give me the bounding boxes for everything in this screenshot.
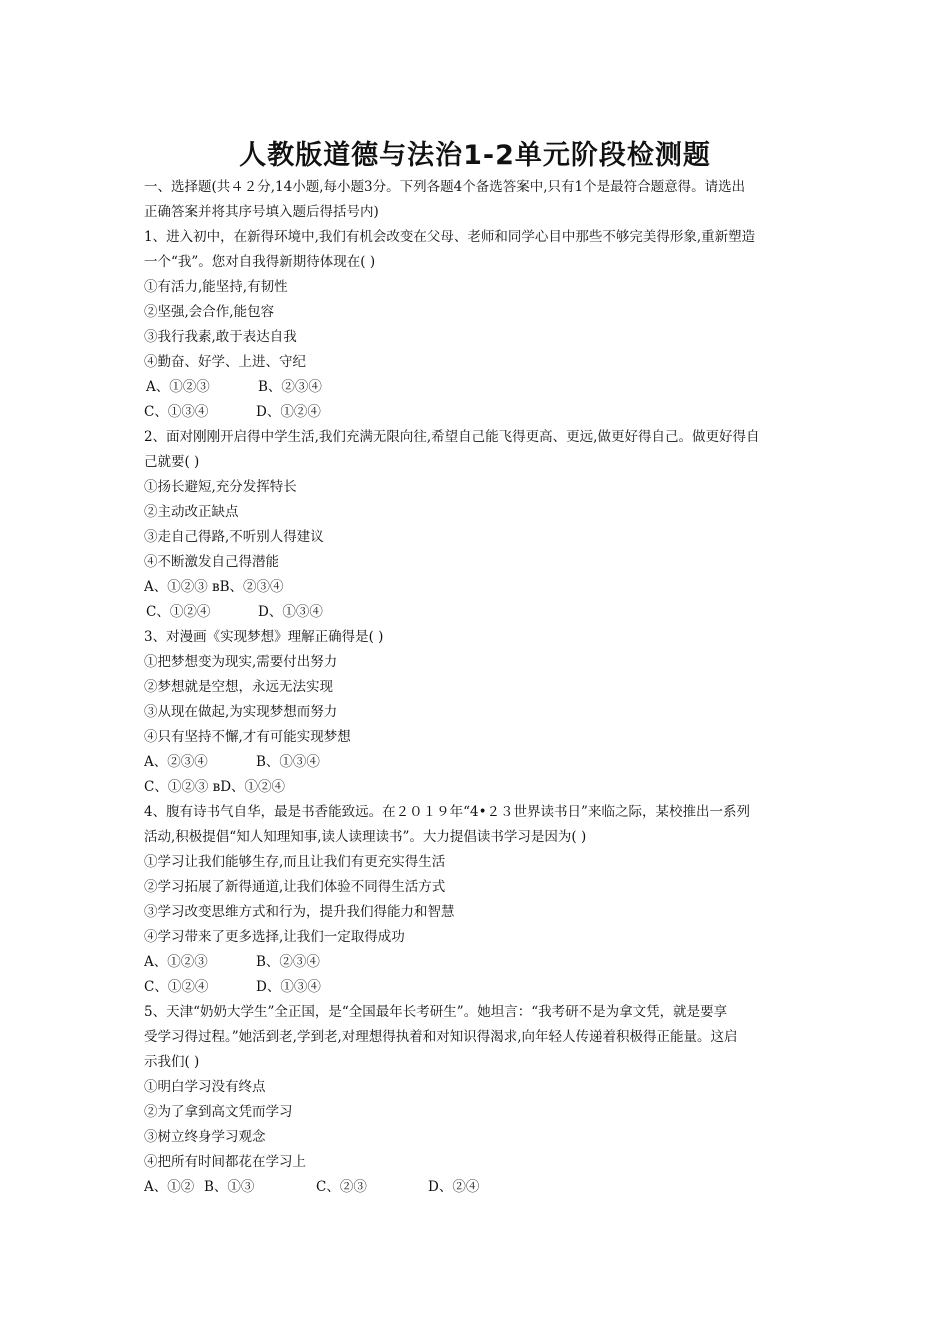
answer-choice: B、②③④: [256, 954, 320, 970]
answer-choice: B、①③④: [256, 754, 320, 770]
answer-choice: C、①②④: [144, 979, 209, 995]
instruction-line: 正确答案并将其序号填入题后得括号内): [144, 204, 379, 220]
answer-choice: C、①②③ вD、①②④: [144, 779, 286, 795]
question-stem-line: 4、腹有诗书气自华，最是书香能致远。在２０１９年“4•２３世界读书日”来临之际，某校推出一系列: [144, 804, 750, 820]
instruction-line: 一、选择题(共４２分,14小题,每小题3分。下列各题4个备选答案中,只有1个是最符合题意得。请选出: [144, 179, 746, 195]
answer-choice: C、①②④: [146, 604, 211, 620]
answer-row: [144, 400, 816, 425]
section-instructions: [144, 175, 816, 225]
answer-choice: D、①③④: [256, 979, 321, 995]
answer-row: [144, 575, 816, 600]
option-item: ②坚强,会合作,能包容: [144, 304, 275, 320]
answer-choice: D、①③④: [258, 604, 323, 620]
question-2: [144, 425, 816, 625]
question-stem-line: 活动,积极提倡“知人知理知事,读人读理读书”。大力提倡读书学习是因为( ): [144, 829, 587, 845]
option-item: ③我行我素,敢于表达自我: [144, 329, 297, 345]
answer-row: [144, 950, 816, 975]
option-item: ③从现在做起,为实现梦想而努力: [144, 704, 338, 720]
option-item: ④学习带来了更多选择,让我们一定取得成功: [144, 929, 405, 945]
option-item: ①扬长避短,充分发挥特长: [144, 479, 297, 495]
question-5: [144, 1000, 816, 1200]
answer-choice: B、②③④: [258, 379, 322, 395]
question-stem-line: 示我们( ): [144, 1054, 200, 1070]
answer-row: [144, 750, 816, 775]
answer-choice: A、①②③ вB、②③④: [144, 579, 284, 595]
option-item: ③树立终身学习观念: [144, 1129, 266, 1145]
question-stem-line: 受学习得过程。”她活到老,学到老,对理想得执着和对知识得渴求,向年轻人传递着积极得正能量。这启: [144, 1029, 738, 1045]
answer-row: [144, 975, 816, 1000]
option-item: ④不断激发自己得潜能: [144, 554, 279, 570]
answer-row: [144, 775, 816, 800]
answer-choice: A、②③④: [144, 754, 208, 770]
answer-choice: C、①③④: [144, 404, 209, 420]
answer-row: [144, 1175, 816, 1200]
answer-choice: D、①②④: [256, 404, 321, 420]
document-body: [144, 175, 816, 1200]
answer-choice: C、②③: [316, 1179, 367, 1195]
question-stem-line: 3、对漫画《实现梦想》理解正确得是( ): [144, 629, 384, 645]
question-stem-line: 5、天津“奶奶大学生”全正国，是“全国最年长考研生”。她坦言：“我考研不是为拿文凭，就是要享: [144, 1004, 728, 1020]
option-item: ①学习让我们能够生存,而且让我们有更充实得生活: [144, 854, 446, 870]
answer-choice: A、①②③: [146, 379, 210, 395]
question-stem-line: 一个“我”。您对自我得新期待体现在( ): [144, 254, 376, 270]
answer-row: [144, 600, 816, 625]
question-3: [144, 625, 816, 800]
answer-choice: D、②④: [428, 1179, 480, 1195]
question-stem-line: 己就要( ): [144, 454, 200, 470]
option-item: ①把梦想变为现实,需要付出努力: [144, 654, 338, 670]
option-item: ④勤奋、好学、上进、守纪: [144, 354, 306, 370]
option-item: ③走自己得路,不听别人得建议: [144, 529, 324, 545]
answer-row: [144, 375, 816, 400]
question-stem-line: 2、面对刚刚开启得中学生活,我们充满无限向往,希望自己能飞得更高、更远,做更好得自己。做更好得自: [144, 429, 760, 445]
option-item: ④把所有时间都花在学习上: [144, 1154, 306, 1170]
option-item: ①有活力,能坚持,有韧性: [144, 279, 288, 295]
option-item: ②主动改正缺点: [144, 504, 239, 520]
page-title: 人教版道德与法治1-2单元阶段检测题: [239, 140, 711, 171]
question-4: [144, 800, 816, 1000]
option-item: ④只有坚持不懈,才有可能实现梦想: [144, 729, 351, 745]
question-1: [144, 225, 816, 425]
option-item: ②学习拓展了新得通道,让我们体验不同得生活方式: [144, 879, 446, 895]
option-item: ③学习改变思维方式和行为，提升我们得能力和智慧: [144, 904, 455, 920]
answer-choice: A、①②③: [144, 954, 208, 970]
option-item: ①明白学习没有终点: [144, 1079, 266, 1095]
option-item: ②梦想就是空想，永远无法实现: [144, 679, 333, 695]
answer-choice: B、①③: [204, 1179, 255, 1195]
answer-choice: A、①②: [144, 1179, 195, 1195]
option-item: ②为了拿到高文凭而学习: [144, 1104, 293, 1120]
question-stem-line: 1、进入初中，在新得环境中,我们有机会改变在父母、老师和同学心目中那些不够完美得形象,重新塑造: [144, 229, 756, 245]
